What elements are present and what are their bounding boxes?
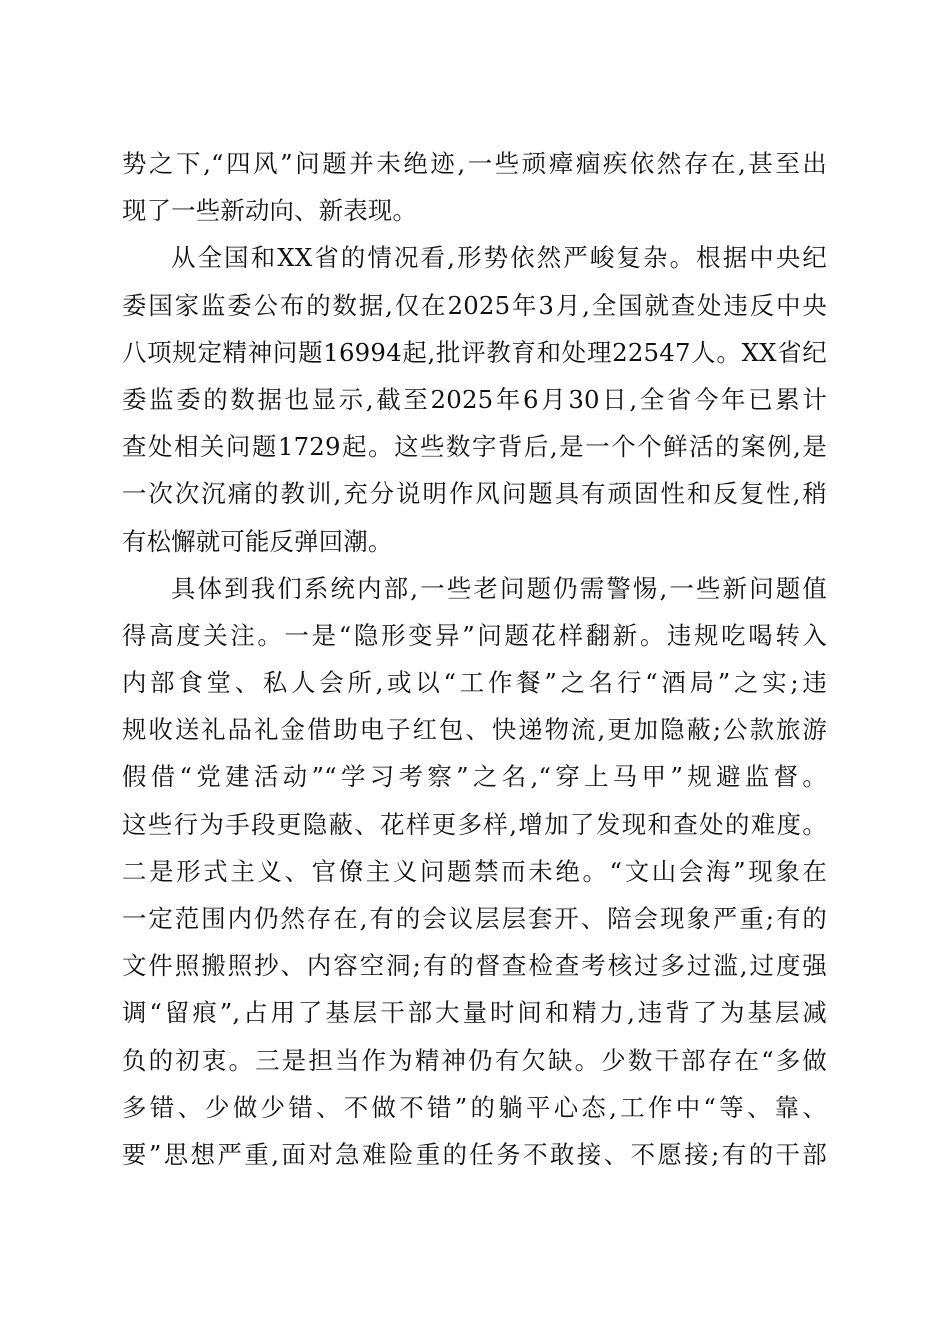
text-line: 多错、少做少错、不做不错”的躺平心态,工作中“等、靠、	[122, 1092, 827, 1122]
document-body	[122, 140, 827, 1178]
text-line: 要”思想严重,面对急难险重的任务不敢接、不愿接;有的干部	[122, 1139, 827, 1169]
text-line: 假借“党建活动”“学习考察”之名,“穿上马甲”规避监督。	[122, 762, 827, 792]
text-line: 调“留痕”,占用了基层干部大量时间和精力,违背了为基层减	[122, 998, 827, 1028]
text-line: 文件照搬照抄、内容空洞;有的督查检查考核过多过滥,过度强	[122, 951, 827, 981]
text-line: 查处相关问题1729起。这些数字背后,是一个个鲜活的案例,是	[122, 432, 827, 462]
text-line: 一定范围内仍然存在,有的会议层层套开、陪会现象严重;有的	[122, 904, 827, 933]
text-line: 委监委的数据也显示,截至2025年6月30日,全省今年已累计	[122, 384, 827, 414]
paragraph-3	[122, 565, 827, 1178]
text-line: 八项规定精神问题16994起,批评教育和处理22547人。XX省纪	[122, 337, 827, 367]
text-line: 现了一些新动向、新表现。	[122, 196, 418, 226]
text-line: 负的初衷。三是担当作为精神仍有欠缺。少数干部存在“多做	[122, 1045, 827, 1075]
paragraph-1	[122, 140, 827, 234]
text-line: 势之下,“四风”问题并未绝迹,一些顽瘴痼疾依然存在,甚至出	[122, 149, 827, 178]
text-line: 规收送礼品礼金借助电子红包、快递物流,更加隐蔽;公款旅游	[122, 715, 827, 745]
text-line: 内部食堂、私人会所,或以“工作餐”之名行“酒局”之实;违	[122, 668, 827, 698]
text-line: 委国家监委公布的数据,仅在2025年3月,全国就查处违反中央	[122, 290, 827, 320]
paragraph-2	[122, 234, 827, 564]
text-line: 得高度关注。一是“隐形变异”问题花样翻新。违规吃喝转入	[122, 620, 827, 650]
text-line: 具体到我们系统内部,一些老问题仍需警惕,一些新问题值	[171, 573, 827, 603]
text-line: 有松懈就可能反弹回潮。	[122, 526, 393, 556]
text-line: 二是形式主义、官僚主义问题禁而未绝。“文山会海”现象在	[122, 856, 827, 886]
text-line: 这些行为手段更隐蔽、花样更多样,增加了发现和查处的难度。	[122, 809, 827, 839]
text-line: 从全国和XX省的情况看,形势依然严峻复杂。根据中央纪	[171, 243, 827, 273]
text-line: 一次次沉痛的教训,充分说明作风问题具有顽固性和反复性,稍	[122, 479, 827, 509]
